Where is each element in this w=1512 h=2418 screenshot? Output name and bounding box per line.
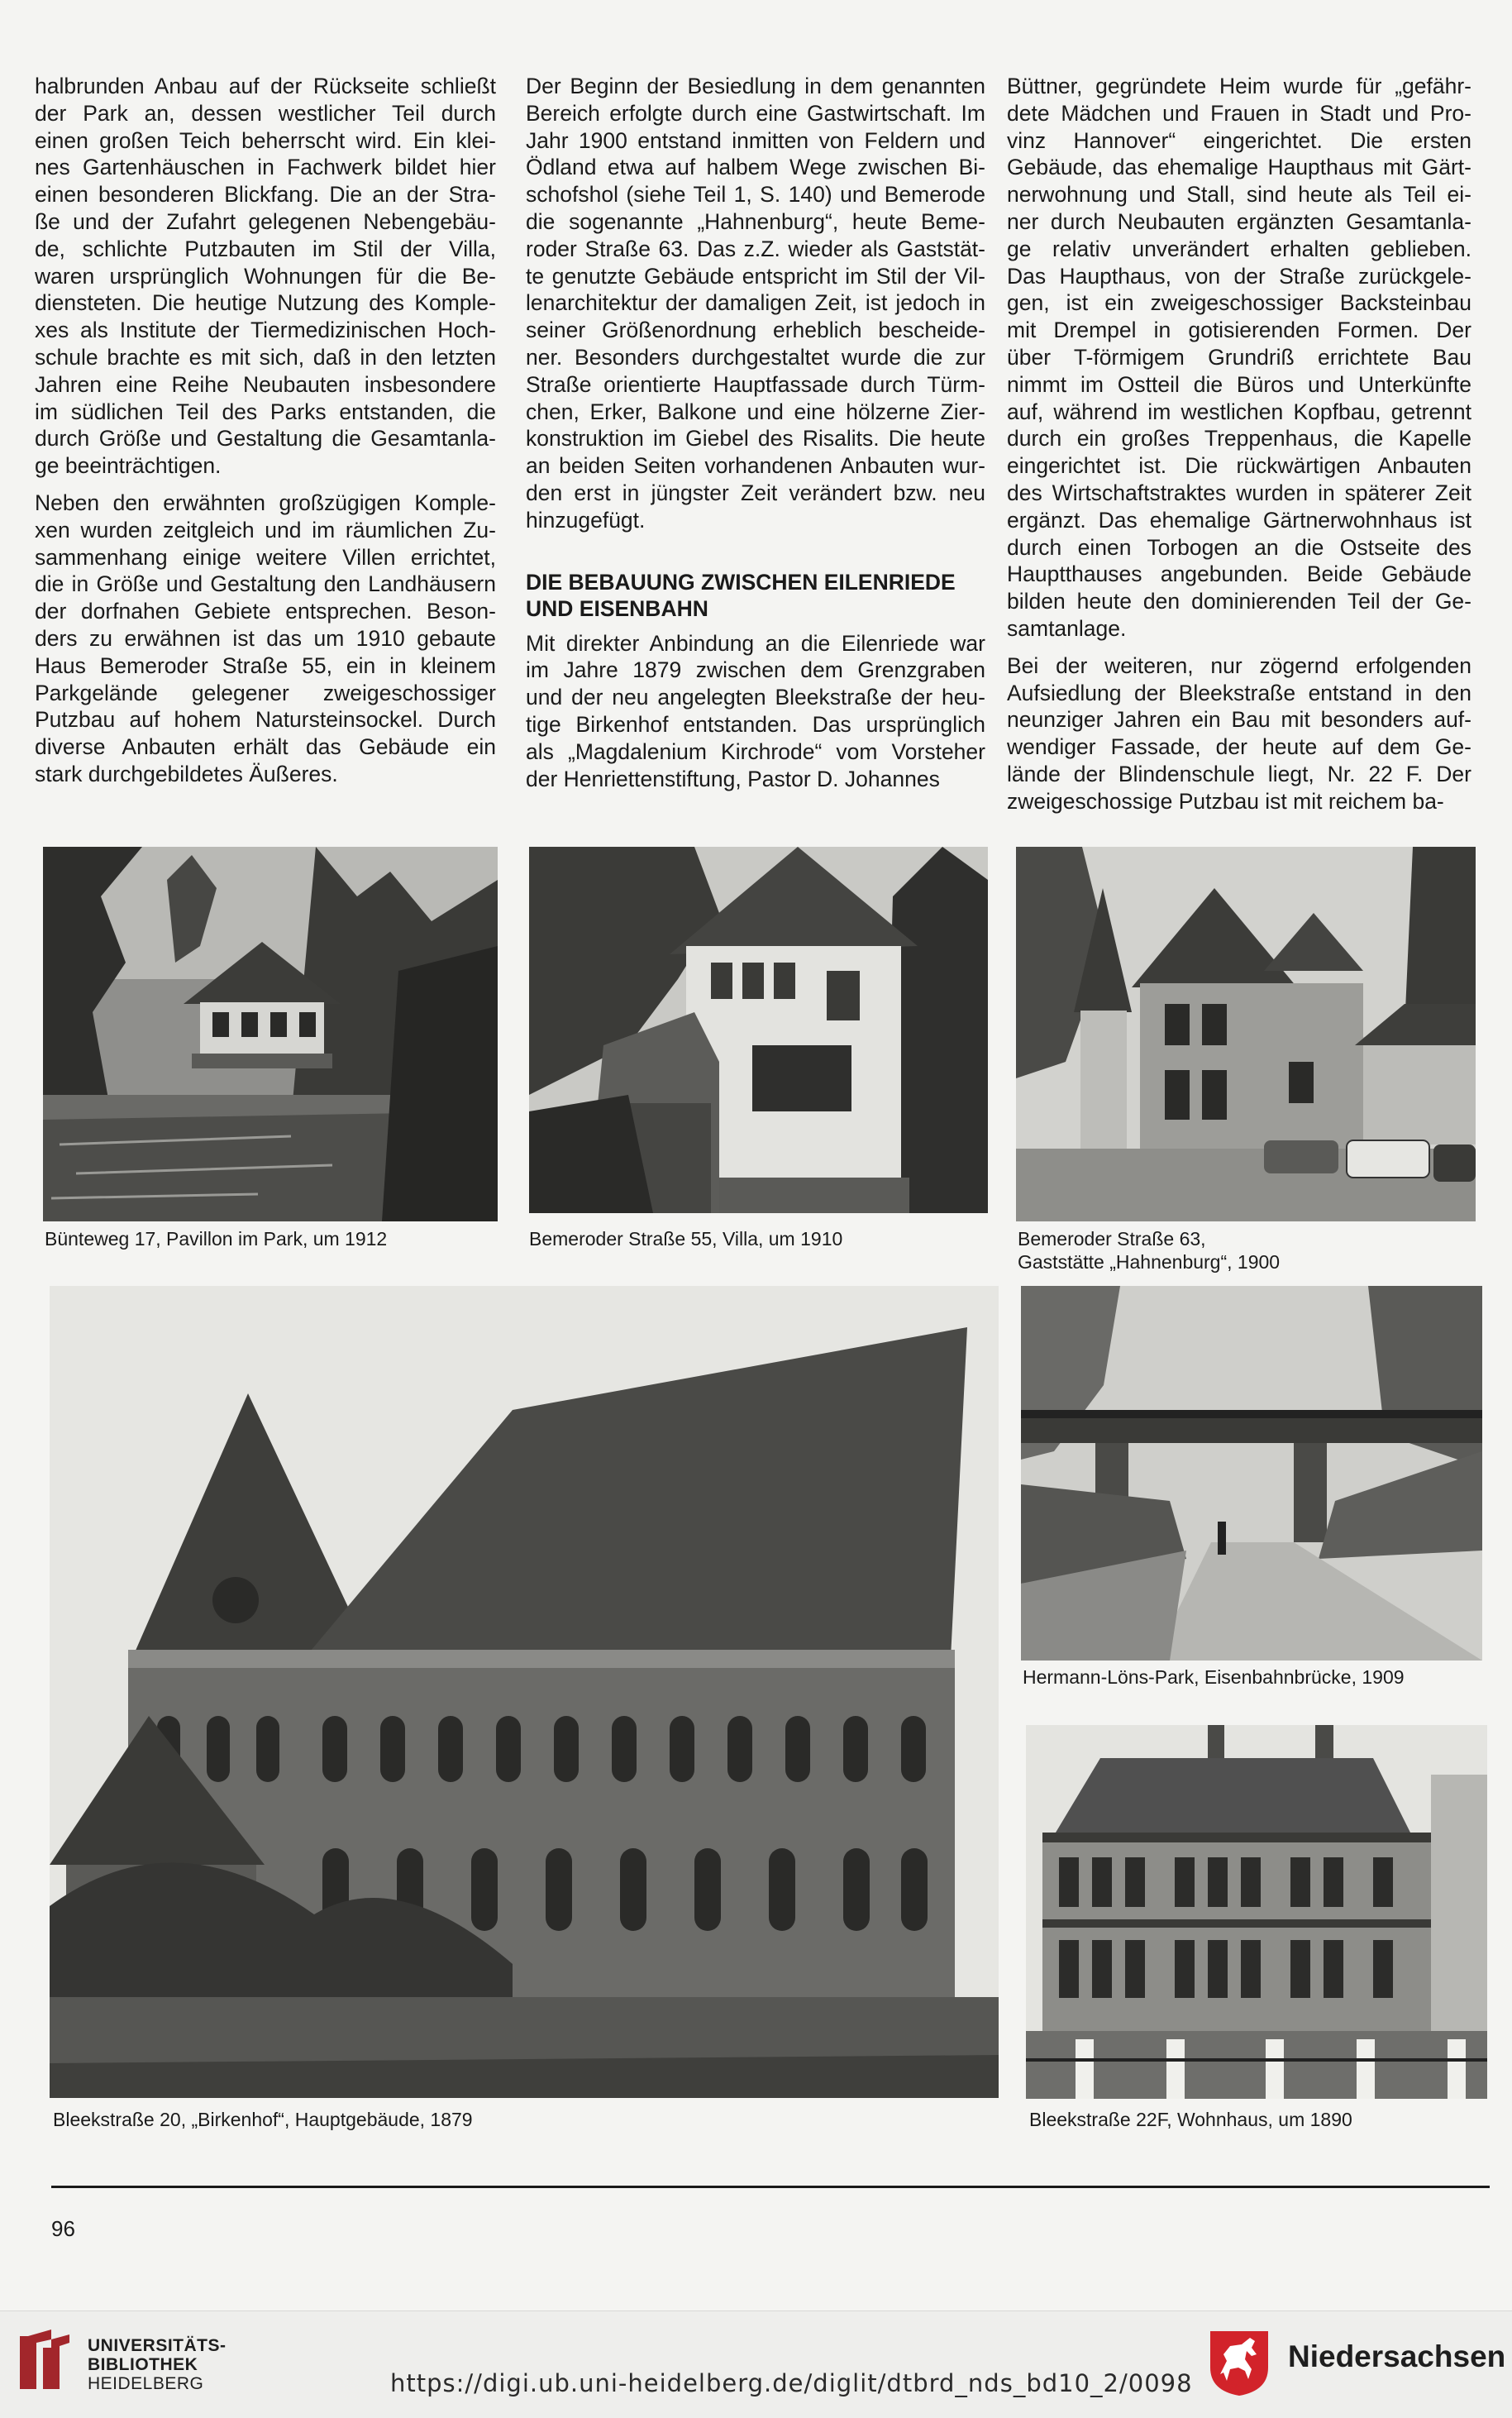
text-line: ße und der Zufahrt gelegenen Nebengebäu-: [35, 208, 496, 234]
text-line: neunziger Jahren ein Bau mit besonders auf-: [1007, 707, 1471, 733]
text-line: wendiger Fassade, der heute auf dem Ge-: [1007, 734, 1471, 760]
photo-gaststaette: [1016, 847, 1476, 1221]
library-line-2: BIBLIOTHEK: [88, 2355, 198, 2374]
lower-saxony-horse-icon: [1209, 2330, 1270, 2397]
text-line: lände der Blindenschule liegt, Nr. 22 F. Der: [1007, 761, 1471, 786]
text-line: eingerichtet ist. Die rückwärtigen Anbauten: [1007, 453, 1471, 479]
caption-line: Gaststätte „Hahnenburg“, 1900: [1018, 1251, 1281, 1273]
text-line: diverse Anbauten erhält das Gebäude ein: [35, 734, 496, 760]
text-line: Haus Bemeroder Straße 55, ein in kleinem: [35, 652, 496, 678]
text-line: einen großen Teich beherrscht wird. Ein klei-: [35, 127, 496, 153]
text-line: auf, während im westlichen Kopfbau, getrennt: [1007, 399, 1471, 424]
caption-line: Bleekstraße 22F, Wohnhaus, um 1890: [1029, 2109, 1352, 2130]
page-rule: [51, 2186, 1490, 2188]
text-line: hinzugefügt.: [526, 507, 646, 533]
photo-wohnhaus: [1026, 1725, 1487, 2099]
library-line-3: HEIDELBERG: [88, 2374, 204, 2393]
permalink-url[interactable]: https://digi.ub.uni-heidelberg.de/diglit/dtbrd_nds_bd10_2/0098: [390, 2369, 1193, 2397]
text-line: Putzbau auf hohem Natursteinsockel. Durch: [35, 707, 496, 733]
paragraph: [1007, 73, 1471, 643]
text-line: de, schlichte Putzbauten im Stil der Villa,: [35, 236, 496, 261]
text-line: schofshol (siehe Teil 1, S. 140) und Bemerode: [526, 182, 985, 208]
text-line: Jahr 1900 entstand inmitten von Feldern und: [526, 127, 985, 153]
paragraph: [35, 490, 496, 788]
text-line: nimmt im Ostteil die Büros und Unterkünfte: [1007, 371, 1471, 397]
text-line: zweigeschossige Putzbau ist mit reichem ba-: [1007, 788, 1444, 814]
text-line: ge beeinträchtigen.: [35, 453, 222, 479]
text-line: durch ein großes Treppenhaus, die Kapelle: [1007, 426, 1471, 452]
text-line: sammenhang einige weitere Villen errichtet,: [35, 544, 496, 570]
paragraph: [35, 73, 496, 480]
text-line: durch einen Torbogen an die Ostseite des: [1007, 534, 1471, 560]
text-line: ner durch Neubauten ergänzten Gesamtanla-: [1007, 208, 1471, 234]
text-line: schule brachte es mit sich, daß in den letzten: [35, 344, 496, 370]
text-line: Büttner, gegründete Heim wurde für „gefähr-: [1007, 74, 1471, 98]
text-line: chen, Erker, Balkone und eine hölzerne Zier-: [526, 399, 985, 424]
heading-line: DIE BEBAUUNG ZWISCHEN EILENRIEDE: [526, 569, 956, 595]
text-line: stark durchgebildetes Äußeres.: [35, 761, 338, 786]
text-line: Gebäude, das ehemalige Haupthaus mit Gärt-: [1007, 155, 1471, 180]
text-line: seiner Größenordnung erheblich bescheide-: [526, 318, 985, 343]
text-line: lenarchitektur der damaligen Zeit, ist jedoch in: [526, 290, 985, 316]
text-column-left: [35, 73, 496, 798]
heading-line: UND EISENBAHN: [526, 595, 708, 621]
text-line: an beiden Seiten vorhandenen Anbauten wur-: [526, 453, 985, 479]
caption-birkenhof: [53, 2108, 473, 2131]
text-line: nerwohnung und Stall, sind heute als Teil ei-: [1007, 182, 1471, 208]
text-line: Mit direkter Anbindung an die Eilenriede war: [526, 630, 985, 656]
text-line: xes als Institute der Tiermedizinischen Hoch-: [35, 318, 496, 343]
caption-pavillon: [45, 1227, 387, 1250]
caption-bruecke: [1023, 1665, 1405, 1689]
photo-pavillon: [43, 847, 498, 1221]
text-line: als „Magdalenium Kirchrode“ vom Vorsteher: [526, 738, 985, 764]
library-line-1: UNIVERSITÄTS-: [88, 2336, 227, 2355]
text-block-hahnenburg: [526, 73, 985, 534]
text-line: Jahren eine Reihe Neubauten insbesondere: [35, 371, 496, 397]
page-number: 96: [51, 2216, 75, 2241]
caption-line: Bleekstraße 20, „Birkenhof“, Hauptgebäude, 1879: [53, 2109, 473, 2130]
text-line: diensteten. Die heutige Nutzung des Komple-: [35, 290, 496, 316]
text-line: den erst in jüngster Zeit verändert bzw. neu: [526, 480, 985, 505]
caption-line: Hermann-Löns-Park, Eisenbahnbrücke, 1909: [1023, 1666, 1405, 1688]
text-line: Straße orientierte Hauptfassade durch Türm-: [526, 371, 985, 397]
paragraph: [1007, 652, 1471, 815]
text-line: waren ursprünglich Wohnungen für die Be-: [35, 263, 496, 289]
text-line: ders zu erwähnen ist das um 1910 gebaute: [35, 625, 496, 651]
text-column-middle: [526, 73, 985, 802]
caption-wohnhaus: [1029, 2108, 1352, 2131]
text-line: der Henriettenstiftung, Pastor D. Johannes: [526, 766, 940, 791]
text-line: Ödland etwa auf halbem Wege zwischen Bi-: [526, 155, 985, 180]
caption-line: Bemeroder Straße 63,: [1018, 1228, 1206, 1250]
text-line: mit Drempel in gotisierenden Formen. Der: [1007, 318, 1471, 343]
text-line: Neben den erwähnten großzügigen Komple-: [35, 490, 496, 515]
text-line: tige Birkenhof entstanden. Das ursprünglich: [526, 711, 985, 737]
text-line: der dorfnahen Gebiete entsprechen. Beson-: [35, 599, 496, 624]
caption-gaststaette: [1018, 1227, 1280, 1274]
text-line: halbrunden Anbau auf der Rückseite schließt: [35, 74, 496, 98]
text-line: roder Straße 63. Das z.Z. wieder als Gaststät-: [526, 236, 985, 261]
text-block-birkenhof: [526, 630, 985, 793]
text-line: ge relativ unverändert erhalten geblieben.: [1007, 236, 1471, 261]
photo-bruecke: [1021, 1286, 1482, 1661]
section-heading: [526, 569, 985, 622]
text-column-right: [1007, 73, 1471, 825]
text-line: die in Größe und Gestaltung den Landhäusern: [35, 571, 496, 597]
text-line: te genutzte Gebäude entspricht im Stil der Vil-: [526, 263, 985, 289]
text-line: einen besonderen Blickfang. Die an der Stra-: [35, 182, 496, 208]
text-line: ner. Besonders durchgestaltet wurde die zur: [526, 344, 985, 370]
text-line: Der Beginn der Besiedlung in dem genannten: [526, 74, 985, 98]
text-line: bilden heute den dominierenden Teil der Ge-: [1007, 589, 1471, 614]
text-line: durch Größe und Gestaltung die Gesamtanla-: [35, 426, 496, 452]
caption-line: Bünteweg 17, Pavillon im Park, um 1912: [45, 1228, 388, 1250]
text-line: und der neu angelegten Bleekstraße der heu-: [526, 685, 985, 710]
text-line: Bei der weiteren, nur zögernd erfolgenden: [1007, 652, 1471, 678]
text-line: des Wirtschaftstraktes wurden in späterer Zeit: [1007, 480, 1471, 505]
text-line: Aufsiedlung der Bleekstraße entstand in den: [1007, 680, 1471, 705]
state-name: Niedersachsen: [1288, 2339, 1506, 2373]
caption-line: Bemeroder Straße 55, Villa, um 1910: [529, 1228, 843, 1250]
text-line: konstruktion im Giebel des Risalits. Die heute: [526, 426, 985, 452]
text-line: dete Mädchen und Frauen in Stadt und Pro-: [1007, 100, 1471, 126]
paragraph: [526, 73, 985, 534]
text-line: Parkgelände gelegener zweigeschossiger: [35, 680, 496, 705]
footer-bar: [0, 2310, 1512, 2418]
text-line: gen, ist ein zweigeschossiger Backsteinbau: [1007, 290, 1471, 316]
text-line: Hauptthauses angebunden. Beide Gebäude: [1007, 561, 1471, 587]
text-line: Bereich erfolgte durch eine Gastwirtschaft. Im: [526, 100, 985, 126]
text-line: die sogenannte „Hahnenburg“, heute Beme-: [526, 208, 985, 234]
paragraph: [526, 630, 985, 793]
text-line: im Jahre 1879 zwischen dem Grenzgraben: [526, 657, 985, 683]
photo-birkenhof: [50, 1286, 999, 2098]
text-line: vinz Hannover“ eingerichtet. Die ersten: [1007, 127, 1471, 153]
library-name: [88, 2336, 227, 2393]
text-line: samtanlage.: [1007, 615, 1127, 641]
photo-villa: [529, 847, 988, 1213]
text-line: nes Gartenhäuschen in Fachwerk bildet hier: [35, 155, 496, 180]
text-line: xen wurden zeitgleich und im räumlichen Zu-: [35, 517, 496, 542]
text-line: über T-förmigem Grundriß errichtete Bau: [1007, 344, 1471, 370]
text-line: der Park an, dessen westlicher Teil durch: [35, 100, 496, 126]
text-line: im südlichen Teil des Parks entstanden, die: [35, 399, 496, 424]
ub-heidelberg-logo-icon: [18, 2328, 76, 2392]
caption-villa: [529, 1227, 842, 1250]
text-line: Das Haupthaus, von der Straße zurückgele-: [1007, 263, 1471, 289]
text-line: ergänzt. Das ehemalige Gärtnerwohnhaus ist: [1007, 507, 1471, 533]
